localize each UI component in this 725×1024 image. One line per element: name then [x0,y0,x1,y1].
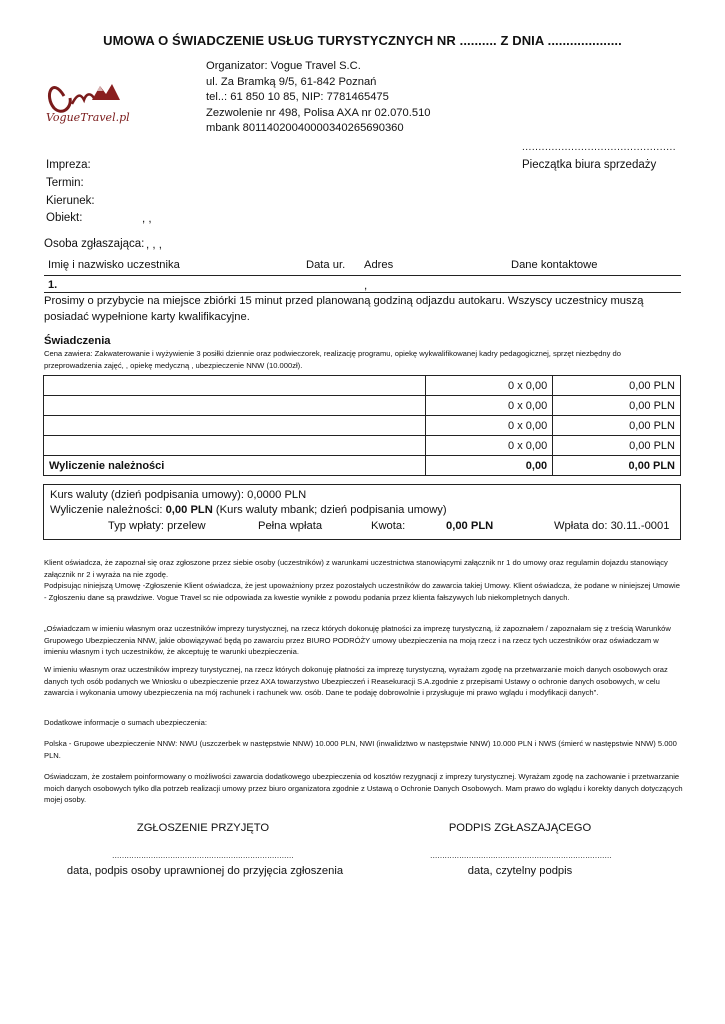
stamp-placeholder: ............................................... [522,142,677,153]
terms-paragraph-6: Oświadczam, że zostałem poinformowany o możliwości zawarcia dodatkowego ubezpieczenia od kosztów rezygnacji z imprezy turystycznej. Wyrażam zgodę na zachowanie i przetwarzanie moich danych osobowych tylko dla potrzeb realizacji umowy przez biuro organizatora zgodnie z Ustawą o Ochronie Danych Osobowych. Mam prawo do wglądu i korekty danych dotyczących mojej osoby. [44,772,683,805]
table-row [44,416,681,436]
col-header-contact: Dane kontaktowe [511,259,598,271]
total-amount: 0,00 PLN [553,456,681,476]
table-row [44,396,681,416]
service-amount: 0,00 PLN [553,436,681,456]
signature-right-title: PODPIS ZGŁASZAJĄCEGO [448,822,592,834]
organizer-info [206,59,431,137]
services-includes: Cena zawiera: Zakwaterowanie i wyżywienie 3 posiłki dziennie oraz podwieczorek, realizację programu, opiekę wykwalifikowanej kadry pedagogicznej, sprzęt niezbędny do przeprowadzenia zajęć, , opiekę medyczną , ubezpieczenie NNW (10.000zł). [44,349,621,370]
applicant-value: , , , [146,239,162,251]
col-header-address: Adres [364,259,394,271]
service-name [44,436,426,456]
exchange-rate: Kurs waluty (dzień podpisania umowy): 0,0000 PLN [50,489,307,501]
service-name [44,396,426,416]
logo-mark-icon [42,66,142,128]
service-name [44,376,426,396]
service-qty: 0 x 0,00 [426,376,553,396]
service-qty: 0 x 0,00 [426,416,553,436]
total-row [44,456,681,476]
organizer-address: ul. Za Bramką 9/5, 61-842 Poznań [206,75,377,88]
document-title: UMOWA O ŚWIADCZENIE USŁUG TURYSTYCZNYCH NR .......... Z DNIA .................... [103,33,622,48]
terms-paragraph-1a: Klient oświadcza, że zapoznał się oraz zgłoszone przez siebie osoby (uczestników) z warunkami uczestnictwa stanowiącymi załącznik nr 1 do umowy oraz regulamin dojazdu stanowiący załącznik nr 2 i wyraża na nie zgodę. [44,558,668,579]
service-amount: 0,00 PLN [553,416,681,436]
payment-amount-value: 0,00 PLN [446,520,494,532]
payment-due-date: Wpłata do: 30.11.-0001 [554,520,670,532]
obiekt-value: , , [142,213,152,225]
terms-paragraph-3: W imieniu własnym oraz uczestników imprezy turystycznej, na rzecz których dokonuję płatności za imprezę turystyczną, wyrażam zgodę na przetwarzanie moich danych osobowych oraz danych tych osób podanych we Wniosku o ubezpieczenie przez AXA towarzystwo Ubezpieczeń i Reasekuracji S.A.zgodnie z przepisami Ustawy o ochronie danych osobowych, w celu zawarcia i wykonania umowy ubezpieczenia na mój rachunek i rachunek ww. osób. Dane te podaję dobrowolnie i przysługuje mi prawo wglądu i modyfikacji danych". [44,665,668,698]
impreza-label: Impreza: [46,159,91,171]
payment-full: Pełna wpłata [258,520,323,532]
services-heading: Świadczenia [44,335,111,347]
participant-row-address: , [364,280,368,292]
payment-calculation [50,504,447,516]
stamp-label: Pieczątka biura sprzedaży [522,159,657,171]
payment-amount-label: Kwota: [371,520,406,532]
table-row [44,376,681,396]
organizer-phone-nip: tel..: 61 850 10 85, NIP: 7781465475 [206,91,389,103]
signature-right-line: ........................................................................... [430,851,612,860]
participants-header-divider [44,275,681,276]
terms-paragraph-1b: Podpisując niniejszą Umowę -Zgłoszenie Klient oświadcza, że jest upoważniony przez pozostałych uczestników do zawarcia takiej Umowy. Klient oświadcza, że podane w niniejszej Umowie - Zgłoszeniu dane są prawdziwe. Vogue Travel sc nie odpowiada za kwestie wynikłe z powodu podania przez klienta fałszywych lub niekompletnych danych. [44,581,680,602]
services-table [43,375,681,476]
payment-calculation-amount: 0,00 PLN [165,504,213,516]
total-label: Wyliczenie należności [44,456,426,476]
service-qty: 0 x 0,00 [426,436,553,456]
payment-calculation-prefix: Wyliczenie należności: [50,504,166,516]
service-qty: 0 x 0,00 [426,396,553,416]
service-name [44,416,426,436]
organizer-name: Organizator: Vogue Travel S.C. [206,60,361,72]
applicant-label: Osoba zgłaszająca: [44,238,145,250]
logo-text: VogueTravel.pl [46,111,130,124]
col-header-name: Imię i nazwisko uczestnika [48,259,180,271]
assembly-notice: Prosimy o przybycie na miejsce zbiórki 15 minut przed planowaną godziną odjazdu autokaru. Wszyscy uczestnicy muszą posiadać wypełnione karty kwalifikacyjne. [44,295,644,323]
table-row [44,436,681,456]
terms-paragraph-2: „Oświadczam w imieniu własnym oraz uczestników imprezy turystycznej, na rzecz których dokonuję płatności za imprezę turystyczną, iż zapoznałem / zapoznałam się z treścią Warunków Grupowego Ubezpieczenia NNW, jakie obowiązywać będą po zawarciu przez BIURO PODRÓŻY umowy ubezpieczenia na moją rzecz i na rzecz tych uczestników oraz oświadczam w imieniu własnym i tych uczestników, że akceptuję te warunki ubezpieczenia. [44,624,671,657]
service-amount: 0,00 PLN [553,396,681,416]
service-amount: 0,00 PLN [553,376,681,396]
signature-right-caption: data, czytelny podpis [467,865,573,877]
terms-paragraph-4: Dodatkowe informacje o sumach ubezpieczenia: [44,718,207,727]
organizer-bank: mbank 80114020040000340265690360 [206,122,404,134]
termin-label: Termin: [46,177,84,189]
signature-left-title: ZGŁOSZENIE PRZYJĘTO [136,822,270,834]
payment-type: Typ wpłaty: przelew [108,520,206,532]
participant-row-number: 1. [48,279,58,291]
payment-calculation-suffix: (Kurs waluty mbank; dzień podpisania umowy) [212,504,447,516]
signature-left-line: ........................................................................... [112,851,294,860]
vogue-travel-logo [42,66,142,128]
total-qty: 0,00 [426,456,553,476]
signature-left-caption: data, podpis osoby uprawnionej do przyjęcia zgłoszenia [66,865,344,877]
obiekt-label: Obiekt: [46,212,83,224]
payment-box [43,484,681,540]
organizer-license: Zezwolenie nr 498, Polisa AXA nr 02.070.510 [206,106,431,119]
terms-paragraph-5: Polska - Grupowe ubezpieczenie NNW: NWU (uszczerbek w następstwie NNW) 10.000 PLN, NWI (inwalidztwo w następstwie NNW) 10.000 PLN i NWS (śmierć w następstwie NNW) 5.000 PLN. [44,739,677,760]
kierunek-label: Kierunek: [46,195,95,207]
participants-row-divider [44,292,681,293]
col-header-birthdate: Data ur. [306,259,346,271]
